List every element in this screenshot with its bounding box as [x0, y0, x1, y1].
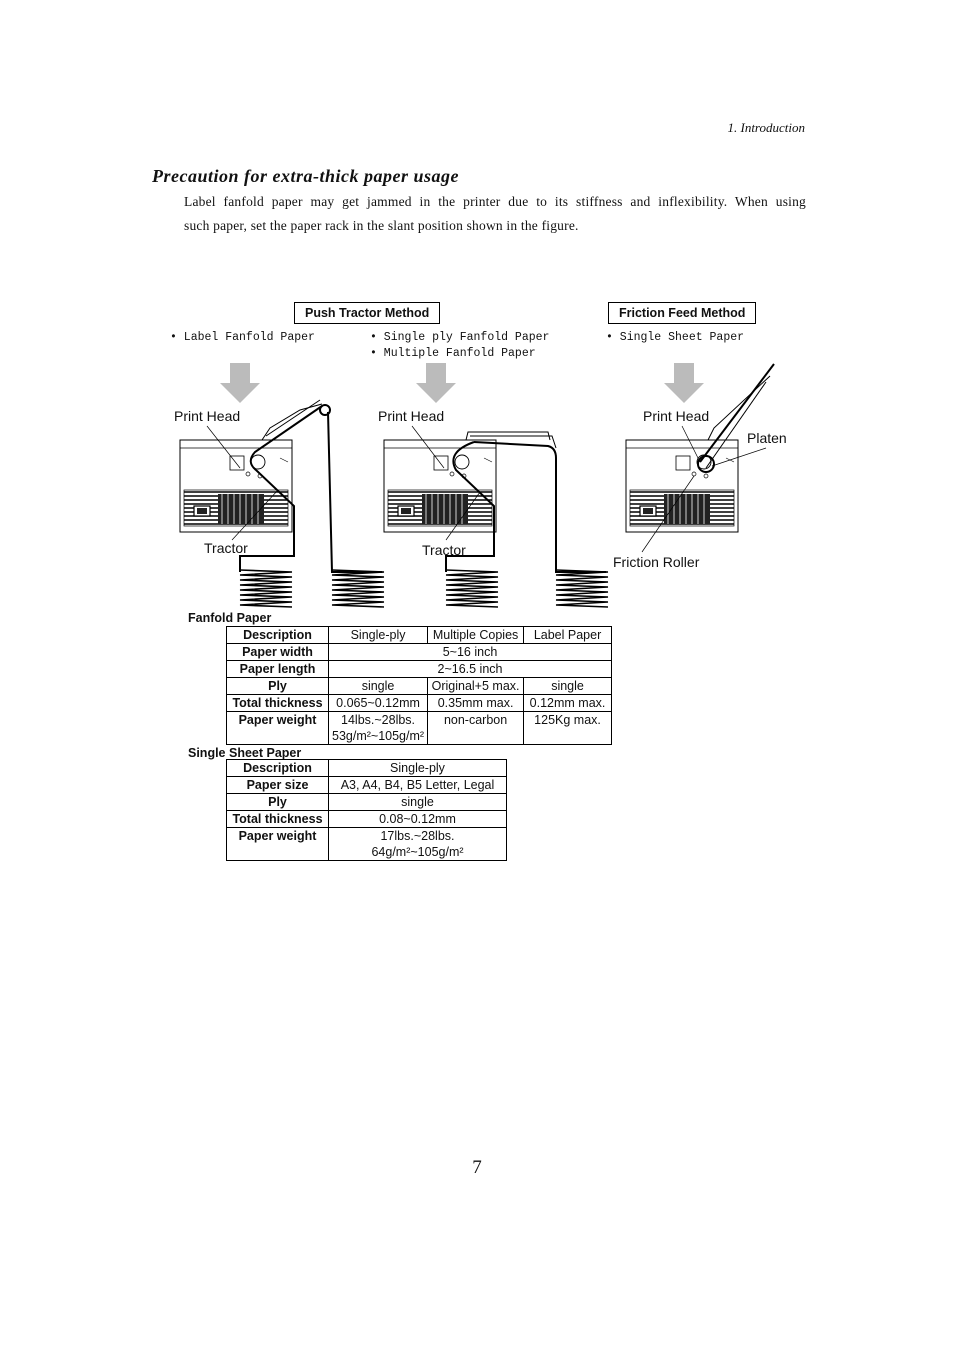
table-row: [227, 828, 507, 861]
running-header: 1. Introduction: [727, 120, 805, 135]
section-title: Precaution for extra-thick paper usage: [152, 166, 459, 186]
table-cell: Paper width: [227, 644, 329, 661]
table-cell: Single-ply: [329, 760, 507, 777]
fanfold-table-caption: Fanfold Paper: [188, 611, 272, 625]
table-cell: Original+5 max.: [428, 678, 524, 695]
weight-line-1: 17lbs.~28lbs.: [380, 829, 455, 843]
table-row: [227, 712, 612, 745]
table-cell: single: [524, 678, 612, 695]
table-cell: A3, A4, B4, B5 Letter, Legal: [329, 777, 507, 794]
bullet-single-ply-fanfold: • Single ply Fanfold Paper: [370, 331, 550, 344]
printer-left: [180, 400, 384, 607]
table-cell: Paper size: [227, 777, 329, 794]
table-cell: non-carbon: [428, 712, 524, 745]
table-cell: 0.08~0.12mm: [329, 811, 507, 828]
friction-feed-method-label: Friction Feed Method: [608, 302, 756, 324]
paragraph-line-1: Label fanfold paper may get jammed in the printer due to its stiffness and inflexibility. When using: [184, 194, 806, 209]
feed-arrow-left: [220, 363, 260, 403]
table-row: [227, 811, 507, 828]
page-number: 7: [472, 1157, 482, 1178]
table-cell: [329, 712, 428, 745]
single-sheet-table-caption: Single Sheet Paper: [188, 746, 302, 760]
printer-right: [626, 364, 774, 552]
table-cell: Ply: [227, 794, 329, 811]
table-cell: 125Kg max.: [524, 712, 612, 745]
weight-line-1: 14lbs.~28lbs.: [341, 713, 416, 727]
weight-line-2: 53g/m²~105g/m²: [332, 729, 425, 743]
printer-middle: [384, 426, 608, 607]
table-cell: [329, 828, 507, 861]
label-tractor-left: Tractor: [204, 540, 248, 556]
feed-arrow-right: [664, 363, 704, 403]
label-friction-roller: Friction Roller: [613, 554, 700, 570]
table-cell: Single-ply: [329, 627, 428, 644]
weight-line-2: 64g/m²~105g/m²: [371, 845, 464, 859]
label-print-head-left: Print Head: [174, 408, 241, 424]
table-cell: Description: [227, 627, 329, 644]
table-cell: Paper weight: [227, 828, 329, 861]
bullet-single-sheet: • Single Sheet Paper: [606, 331, 745, 344]
table-cell: Paper length: [227, 661, 329, 678]
table-cell: 5~16 inch: [329, 644, 612, 661]
push-tractor-method-label: Push Tractor Method: [294, 302, 440, 324]
table-row: [227, 627, 612, 644]
table-row: [227, 644, 612, 661]
table-cell: single: [329, 794, 507, 811]
bullet-multiple-fanfold: • Multiple Fanfold Paper: [370, 347, 536, 360]
paragraph-line-2: such paper, set the paper rack in the slant position shown in the figure.: [184, 217, 579, 233]
table-row: [227, 760, 507, 777]
table-cell: 0.12mm max.: [524, 695, 612, 712]
feed-arrow-middle: [416, 363, 456, 403]
table-cell: Paper weight: [227, 712, 329, 745]
bullet-label-fanfold: • Label Fanfold Paper: [170, 331, 315, 344]
fanfold-paper-table: [226, 626, 612, 745]
printer-figure: [0, 0, 954, 620]
table-cell: Total thickness: [227, 695, 329, 712]
table-cell: 0.35mm max.: [428, 695, 524, 712]
label-tractor-middle: Tractor: [422, 542, 466, 558]
label-platen: Platen: [747, 430, 787, 446]
table-cell: single: [329, 678, 428, 695]
table-row: [227, 678, 612, 695]
table-cell: Label Paper: [524, 627, 612, 644]
single-sheet-paper-table: [226, 759, 507, 861]
table-cell: Multiple Copies: [428, 627, 524, 644]
label-print-head-middle: Print Head: [378, 408, 445, 424]
table-row: [227, 794, 507, 811]
table-cell: Description: [227, 760, 329, 777]
table-row: [227, 695, 612, 712]
table-row: [227, 777, 507, 794]
table-cell: Total thickness: [227, 811, 329, 828]
label-print-head-right: Print Head: [643, 408, 710, 424]
table-cell: 0.065~0.12mm: [329, 695, 428, 712]
table-cell: 2~16.5 inch: [329, 661, 612, 678]
table-cell: Ply: [227, 678, 329, 695]
table-row: [227, 661, 612, 678]
